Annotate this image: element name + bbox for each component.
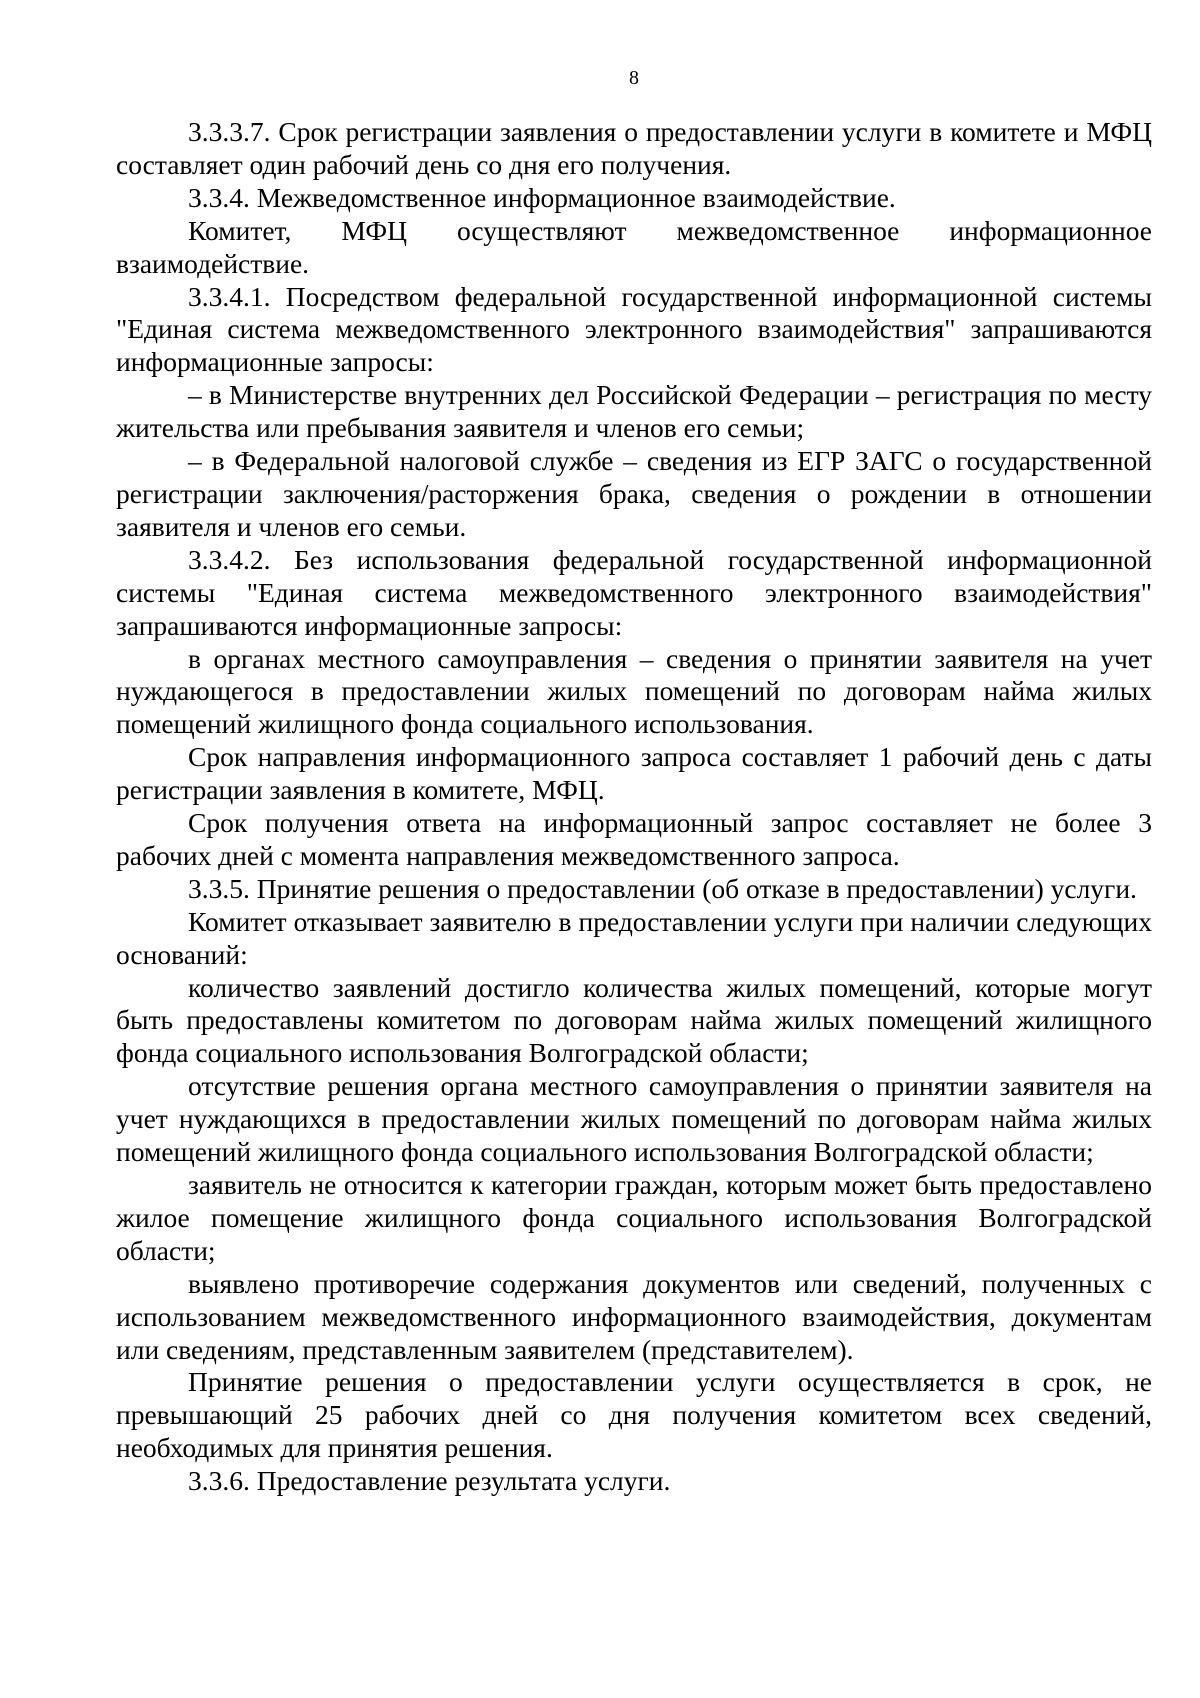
paragraph-request-deadline: Срок направления информационного запроса составляет 1 рабочий день с даты регистрации заявления в комитете, МФЦ. [116,741,1152,806]
heading-3-3-5: 3.3.5. Принятие решения о предоставлении (об отказе в предоставлении) услуги. [188,872,1137,904]
list-item-ground-4: выявлено противоречие содержания документов или сведений, полученных с использованием межведомственного информационного взаимодействия, документам или сведениям, представленным заявителем (представителем). [116,1267,1152,1365]
page-number: 8 [629,67,639,89]
paragraph-3-3-4-1: 3.3.4.1. Посредством федеральной государственной информационной системы "Единая система межведомственного электронного взаимодействия" запрашиваются информационные запросы: [116,280,1152,378]
heading-3-3-6: 3.3.6. Предоставление результата услуги. [188,1465,671,1497]
paragraph-decision-deadline: Принятие решения о предоставлении услуги осуществляется в срок, не превышающий 25 рабочих дней со дня получения комитетом всех сведений, необходимых для принятия решения. [116,1366,1152,1464]
paragraph-response-deadline: Срок получения ответа на информационный запрос составляет не более 3 рабочих дней с момента направления межведомственного запроса. [116,807,1152,871]
list-item-fns: – в Федеральной налоговой службе – сведения из ЕГР ЗАГС о государственной регистрации заключения/расторжения брака, сведения о рождении в отношении заявителя и членов его семьи. [116,445,1152,542]
paragraph-3-3-3-7: 3.3.3.7. Срок регистрации заявления о предоставлении услуги в комитете и МФЦ составляет один рабочий день со дня его получения. [116,116,1152,180]
list-item-mvd: – в Министерстве внутренних дел Российской Федерации – регистрация по месту жительства или пребывания заявителя и членов его семьи; [116,379,1152,444]
paragraph-3-3-4-2: 3.3.4.2. Без использования федеральной государственной информационной системы "Единая система межведомственного электронного взаимодействия" запрашиваются информационные запросы: [116,543,1152,641]
list-item-ground-3: заявитель не относится к категории граждан, которым может быть предоставлено жилое помещение жилищного фонда социального использования Волгоградской области; [116,1169,1152,1266]
heading-3-3-4: 3.3.4. Межведомственное информационное взаимодействие. [188,181,896,213]
paragraph-committee-mfc: Комитет, МФЦ осуществляют межведомственное информационное взаимодействие. [116,214,1152,279]
document-body [116,116,1152,1498]
list-item-ground-1: количество заявлений достигло количества жилых помещений, которые могут быть предоставлены комитетом по договорам найма жилых помещений жилищного фонда социального использования Волгоградской области; [116,971,1152,1069]
paragraph-local-government: в органах местного самоуправления – сведения о принятии заявителя на учет нуждающегося в предоставлении жилых помещений по договорам найма жилых помещений жилищного фонда социального использования. [116,642,1152,740]
list-item-ground-2: отсутствие решения органа местного самоуправления о принятии заявителя на учет нуждающихся в предоставлении жилых помещений по договорам найма жилых помещений жилищного фонда социального использования Волгоградской области; [116,1070,1152,1168]
paragraph-refusal-grounds: Комитет отказывает заявителю в предоставлении услуги при наличии следующих оснований: [116,905,1152,970]
